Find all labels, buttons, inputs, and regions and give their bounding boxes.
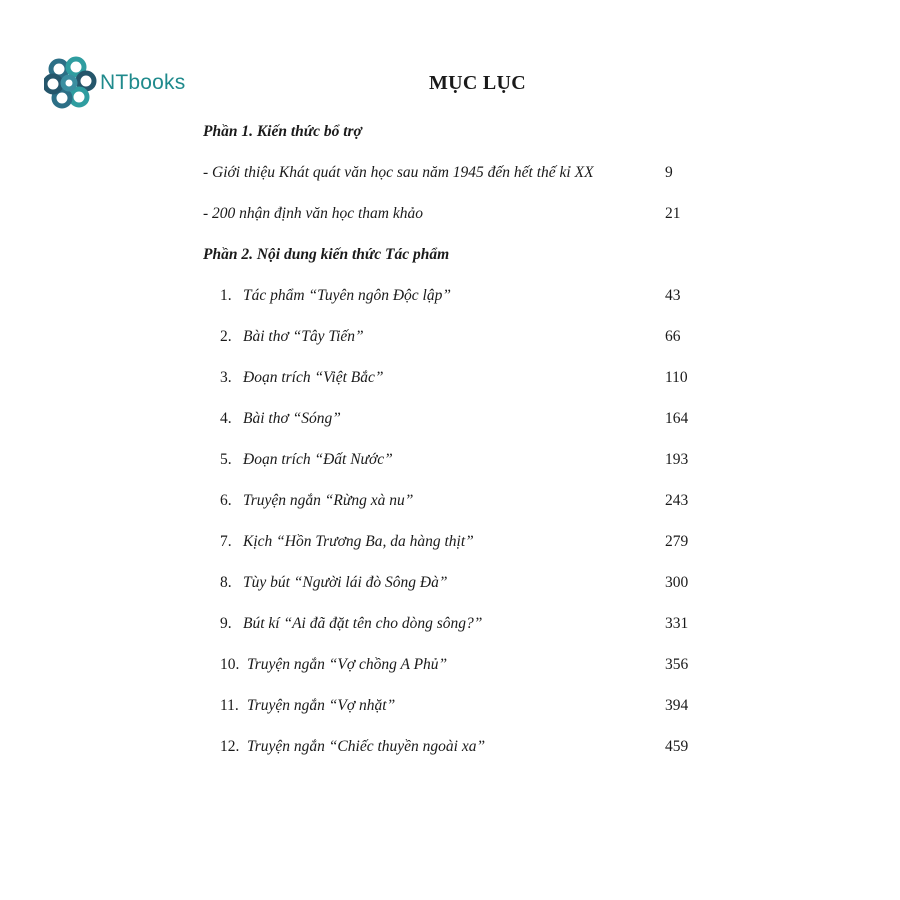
toc-entry-number: 11. — [220, 697, 239, 714]
part2-heading: Phần 2. Nội dung kiến thức Tác phẩm — [203, 246, 450, 263]
toc-entry-page: 356 — [665, 656, 689, 673]
toc-entry-label: Truyện ngắn “Vợ chồng A Phủ” — [247, 656, 448, 673]
toc-entry-label: Tác phẩm “Tuyên ngôn Độc lập” — [243, 287, 451, 304]
toc-entry-number: 5. — [220, 451, 232, 468]
toc-entry-label: - 200 nhận định văn học tham khảo — [203, 205, 423, 222]
toc-entry-number: 12. — [220, 738, 240, 755]
toc-entry-page: 193 — [665, 451, 689, 468]
toc-entry-page: 279 — [665, 533, 689, 550]
toc-entry-label: Tùy bút “Người lái đò Sông Đà” — [243, 574, 448, 591]
toc-entry-label: - Giới thiệu Khát quát văn học sau năm 1945 đến hết thế kỉ XX — [203, 164, 594, 181]
toc-entry-number: 9. — [220, 615, 232, 632]
toc-entry-page: 394 — [665, 697, 689, 714]
toc-entry-label: Truyện ngắn “Rừng xà nu” — [243, 492, 414, 509]
toc-entry-number: 10. — [220, 656, 240, 673]
toc-entry-page: 66 — [665, 328, 681, 345]
toc-entry-page: 331 — [665, 615, 689, 632]
logo-wordmark: NTbooks — [100, 71, 186, 94]
toc-entry-label: Bút kí “Ai đã đặt tên cho dòng sông?” — [243, 615, 483, 632]
toc-entry-label: Đoạn trích “Đất Nước” — [243, 451, 393, 468]
toc-entry-label: Đoạn trích “Việt Bắc” — [243, 369, 384, 386]
toc-entry-number: 1. — [220, 287, 232, 304]
toc-entry-page: 110 — [665, 369, 688, 386]
toc-entry-label: Bài thơ “Sóng” — [243, 410, 341, 427]
toc-entry-number: 2. — [220, 328, 232, 345]
toc-entry-page: 459 — [665, 738, 689, 755]
toc-entry-page: 164 — [665, 410, 689, 427]
toc-entry-label: Truyện ngắn “Chiếc thuyền ngoài xa” — [247, 738, 486, 755]
page-title: MỤC LỤC — [428, 72, 527, 94]
toc-entry-page: 43 — [665, 287, 681, 304]
toc-entry-number: 6. — [220, 492, 232, 509]
toc-entry-page: 21 — [665, 205, 681, 222]
toc-entry-label: Truyện ngắn “Vợ nhặt” — [247, 697, 396, 714]
part1-heading: Phần 1. Kiến thức bổ trợ — [203, 123, 362, 140]
toc-entry-label: Bài thơ “Tây Tiến” — [243, 328, 364, 345]
toc-entry-number: 3. — [220, 369, 232, 386]
toc-entry-number: 4. — [220, 410, 232, 427]
toc-entry-page: 243 — [665, 492, 689, 509]
toc-entry-page: 9 — [665, 164, 673, 181]
toc-entry-number: 8. — [220, 574, 232, 591]
toc-entry-number: 7. — [220, 533, 232, 550]
toc-entry-label: Kịch “Hồn Trương Ba, da hàng thịt” — [243, 533, 474, 550]
toc-entry-page: 300 — [665, 574, 689, 591]
